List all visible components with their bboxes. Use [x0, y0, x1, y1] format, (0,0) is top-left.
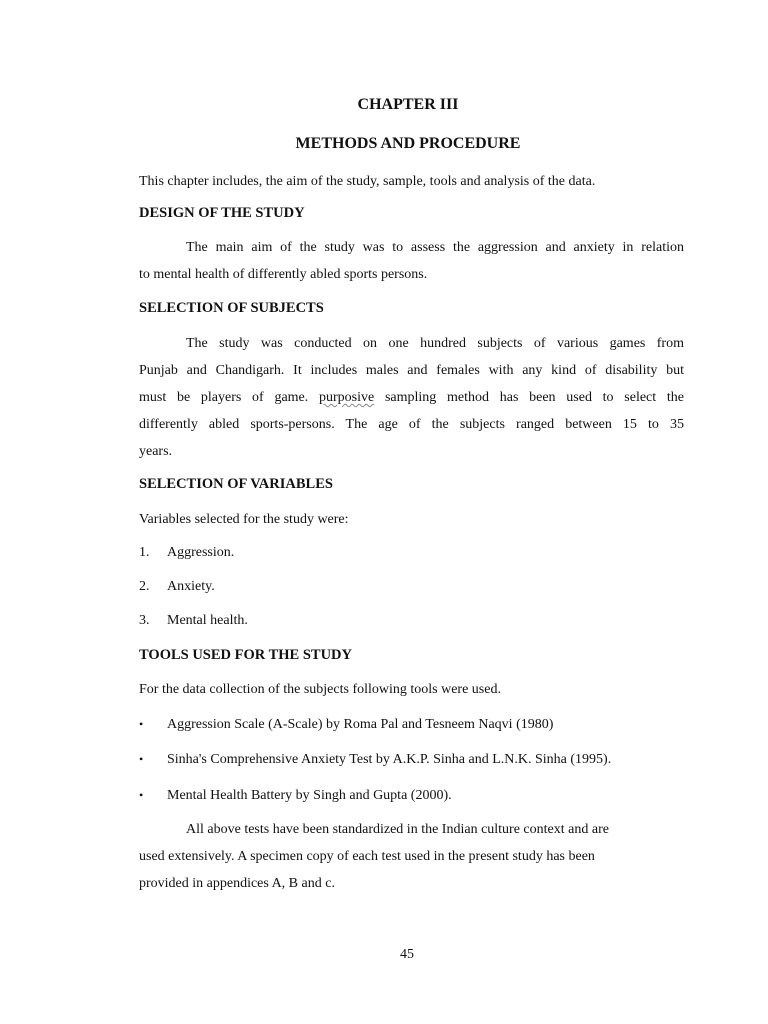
bullet-icon: • — [139, 788, 144, 802]
list-item — [139, 539, 684, 566]
selection-line-4: differently abled sports-persons. The age of the subjects ranged between 15 to 35 — [139, 417, 684, 432]
design-line-1: The main aim of the study was to assess the aggression and anxiety in relation — [186, 240, 684, 255]
list-number: 1. — [139, 545, 150, 560]
design-paragraph — [139, 234, 684, 288]
selection-line-3-post: sampling method has been used to select the — [384, 390, 684, 405]
list-item — [139, 607, 684, 634]
closing-line-3: provided in appendices A, B and c. — [139, 876, 335, 891]
closing-line-1: All above tests have been standardized in the Indian culture context and are — [186, 822, 609, 837]
bullet-icon: • — [139, 752, 144, 766]
list-number: 2. — [139, 579, 150, 594]
selection-line-1: The study was conducted on one hundred subjects of various games from — [186, 336, 684, 351]
variables-intro: Variables selected for the study were: — [139, 512, 349, 527]
variables-heading: SELECTION OF VARIABLES — [139, 476, 333, 492]
selection-line-5: years. — [139, 444, 173, 459]
bullet-label: Mental Health Battery by Singh and Gupta (2000). — [167, 788, 452, 803]
spellcheck-word: purposive — [319, 390, 375, 405]
design-heading: DESIGN OF THE STUDY — [139, 205, 305, 221]
closing-paragraph — [139, 816, 684, 897]
selection-line-3 — [139, 384, 684, 411]
page-number: 45 — [400, 947, 414, 962]
design-line-2: to mental health of differently abled sports persons. — [139, 267, 428, 282]
chapter-title: CHAPTER III — [357, 96, 459, 113]
bullet-item — [139, 782, 684, 809]
bullet-icon: • — [139, 717, 144, 731]
section-title: METHODS AND PROCEDURE — [295, 135, 521, 152]
bullet-label: Sinha's Comprehensive Anxiety Test by A.K.P. Sinha and L.N.K. Sinha (1995). — [167, 752, 612, 767]
bullet-label: Aggression Scale (A-Scale) by Roma Pal and Tesneem Naqvi (1980) — [167, 717, 554, 732]
list-label: Anxiety. — [167, 579, 215, 594]
list-label: Mental health. — [167, 613, 248, 628]
intro-paragraph: This chapter includes, the aim of the study, sample, tools and analysis of the data. — [139, 174, 596, 189]
list-item — [139, 573, 684, 600]
selection-line-3-pre: must be players of game. — [139, 390, 309, 405]
tools-heading: TOOLS USED FOR THE STUDY — [139, 647, 352, 663]
bullet-item — [139, 746, 684, 773]
bullet-item — [139, 711, 684, 738]
selection-heading: SELECTION OF SUBJECTS — [139, 300, 324, 316]
list-label: Aggression. — [167, 545, 235, 560]
list-number: 3. — [139, 613, 150, 628]
selection-paragraph — [139, 330, 684, 465]
tools-intro: For the data collection of the subjects following tools were used. — [139, 682, 501, 697]
closing-line-2: used extensively. A specimen copy of each test used in the present study has been — [139, 849, 595, 864]
selection-line-2: Punjab and Chandigarh. It includes males and females with any kind of disability but — [139, 363, 684, 378]
